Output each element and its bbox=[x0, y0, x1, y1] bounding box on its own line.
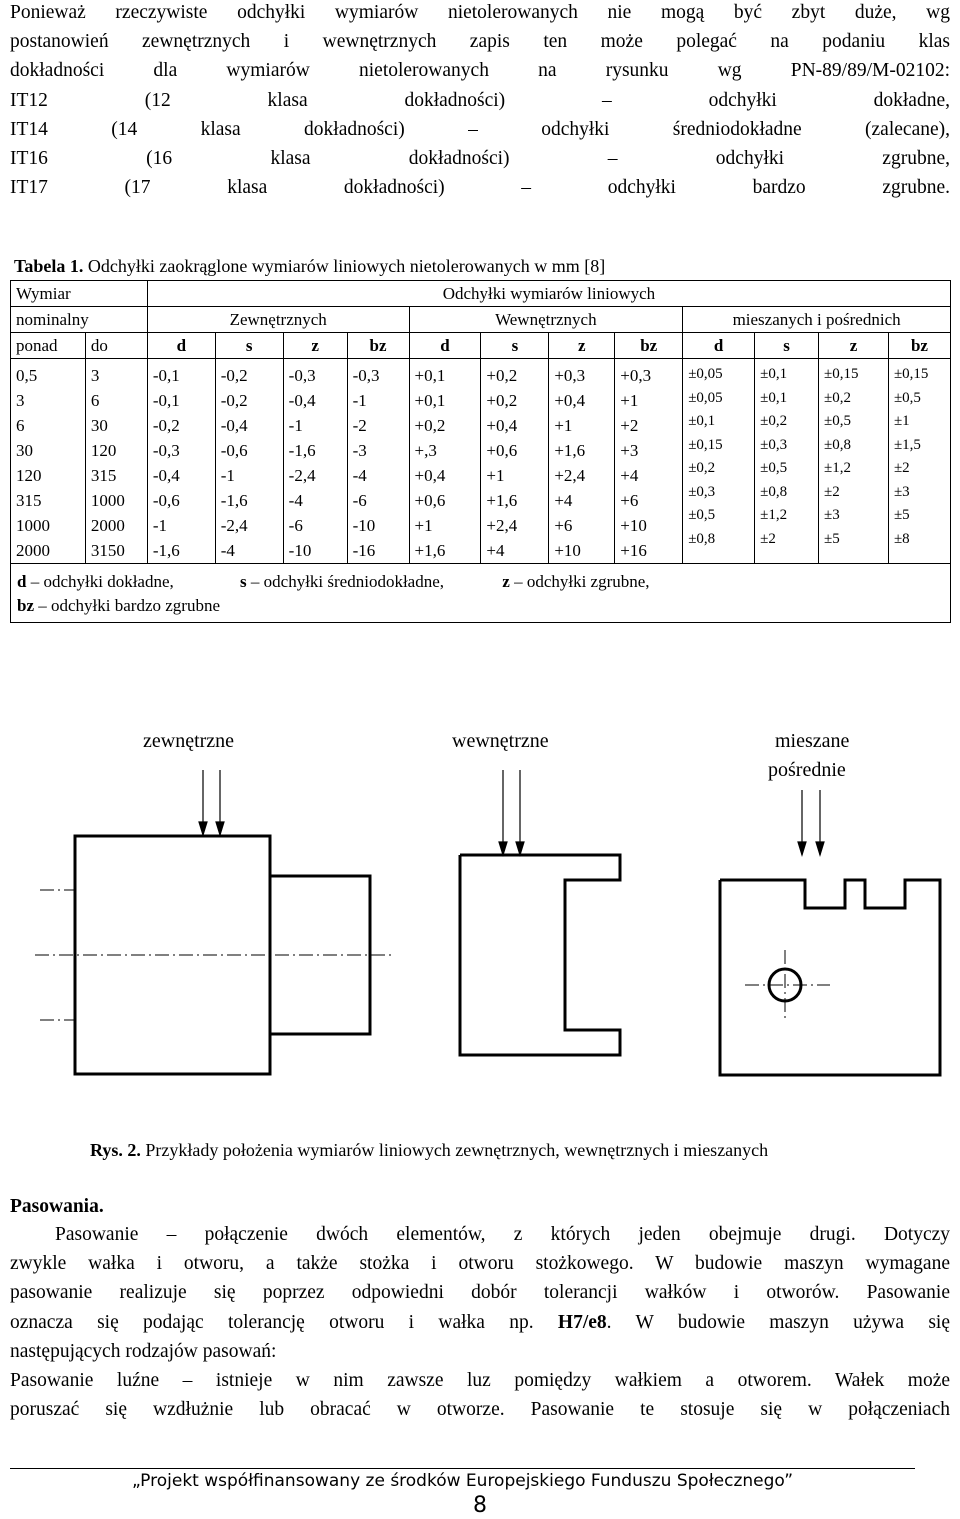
table-cell: -6 bbox=[288, 516, 303, 535]
table-cell: +1 bbox=[414, 516, 433, 535]
table-cell: +10 bbox=[554, 541, 581, 560]
table-cell: +0,2 bbox=[486, 391, 518, 410]
paragraph-line: pasowanie realizuje się poprzez odpowiedni dobór tolerancji wałków i otworów. Pasowanie bbox=[10, 1282, 950, 1304]
section-paragraph bbox=[10, 1220, 950, 1424]
col-header: d bbox=[409, 333, 481, 359]
figure-label-internal: wewnętrzne bbox=[452, 730, 549, 752]
table-cell: 3150 bbox=[90, 541, 125, 560]
table-cell: 315 bbox=[16, 491, 42, 510]
table-cell: ±0,8 bbox=[688, 530, 716, 547]
table-cell: ±1 bbox=[893, 413, 910, 429]
figure-label-mixed: mieszane bbox=[775, 730, 850, 752]
table-cell: -3 bbox=[352, 441, 367, 460]
table-cell: +1 bbox=[486, 466, 505, 485]
legend-key: bz bbox=[17, 596, 34, 615]
table-cell: +0,3 bbox=[620, 366, 652, 385]
table-cell: ±2 bbox=[893, 460, 910, 476]
figure-label-external: zewnętrzne bbox=[143, 730, 235, 752]
table-cell: 6 bbox=[16, 416, 25, 435]
table-cell: +2,4 bbox=[486, 516, 518, 535]
intro-line: Ponieważ rzeczywiste odchyłki wymiarów nietolerowanych nie mogą być zbyt duże, wg bbox=[10, 2, 950, 23]
table-header-row bbox=[11, 281, 951, 307]
table-cell: -6 bbox=[352, 491, 367, 510]
col-header: d bbox=[683, 333, 755, 359]
table-cell: ±0,05 bbox=[688, 366, 723, 382]
table-cell: ±0,8 bbox=[824, 436, 852, 453]
table-cell: +6 bbox=[554, 516, 573, 535]
table-cell: 2000 bbox=[16, 541, 50, 560]
column-external bbox=[147, 359, 215, 564]
table-cell: -0,4 bbox=[288, 391, 316, 410]
paragraph-fragment: . W budowie maszyn używa się bbox=[606, 1311, 950, 1333]
table-cell: ±0,05 bbox=[688, 389, 723, 406]
table-cell: ±0,15 bbox=[824, 366, 859, 382]
table-cell: -4 bbox=[220, 541, 235, 560]
table-cell: -10 bbox=[288, 541, 312, 560]
col-header: d bbox=[147, 333, 215, 359]
col-header: bz bbox=[615, 333, 683, 359]
table-cell: +4 bbox=[620, 466, 639, 485]
column-mixed bbox=[888, 359, 950, 564]
table-cell: ±0,5 bbox=[893, 389, 921, 406]
table-cell: +0,4 bbox=[486, 416, 518, 435]
table-cell: -4 bbox=[288, 491, 303, 510]
column-do bbox=[85, 359, 147, 564]
table-body-row bbox=[11, 359, 951, 564]
table-cell: ±0,2 bbox=[688, 460, 716, 476]
table-cell: ±0,5 bbox=[824, 413, 852, 429]
table-cell: ±0,2 bbox=[824, 389, 852, 406]
figure-caption-label: Rys. 2. bbox=[90, 1140, 141, 1160]
col-header: z bbox=[819, 333, 889, 359]
col-header: s bbox=[215, 333, 283, 359]
legend-text: – odchyłki średniodokładne, bbox=[246, 572, 445, 591]
table-cell: +10 bbox=[620, 516, 647, 535]
table-cell: ±1,5 bbox=[893, 436, 921, 453]
column-ponad bbox=[11, 359, 86, 564]
table-cell: -0,2 bbox=[220, 391, 248, 410]
column-internal bbox=[549, 359, 615, 564]
table-cell: -0,2 bbox=[152, 416, 180, 435]
figure-caption-text: Przykłady położenia wymiarów liniowych zewnętrznych, wewnętrznych i mieszanych bbox=[140, 1140, 769, 1160]
table-cell: +0,4 bbox=[414, 466, 446, 485]
table-cell: ±0,1 bbox=[760, 366, 788, 382]
table-caption-text: Odchyłki zaokrąglone wymiarów liniowych nietolerowanych w mm [8] bbox=[83, 256, 606, 276]
table-cell: ±0,8 bbox=[760, 483, 788, 500]
table-cell: +6 bbox=[620, 491, 639, 510]
legend-key: s bbox=[240, 572, 247, 591]
intro-paragraph bbox=[10, 0, 950, 202]
comb-center-lines bbox=[745, 950, 830, 1020]
table-cell: ±0,3 bbox=[760, 436, 788, 453]
table-legend-row bbox=[11, 564, 951, 623]
table-cell: 1000 bbox=[90, 491, 125, 510]
table-cell: 120 bbox=[16, 466, 42, 485]
table-cell: ±0,5 bbox=[760, 460, 788, 476]
table-cell: +1,6 bbox=[554, 441, 586, 460]
u-shaped-part bbox=[460, 855, 620, 1055]
paragraph-line: poruszać się wzdłużnie lub obracać w otworze. Pasowanie te stosuje się w połączeniach bbox=[10, 1399, 950, 1421]
table-cell: ±8 bbox=[893, 530, 910, 547]
table-cell: ±0,15 bbox=[688, 436, 723, 453]
column-external bbox=[215, 359, 283, 564]
fit-example: H7/e8 bbox=[557, 1311, 607, 1333]
column-internal bbox=[615, 359, 683, 564]
table-cell: -0,6 bbox=[152, 491, 180, 510]
table-cell: ±1,2 bbox=[760, 507, 788, 523]
table-cell: 2000 bbox=[90, 516, 125, 535]
table-cell: +1,6 bbox=[414, 541, 446, 560]
table-cell: -0,6 bbox=[220, 441, 248, 460]
table-cell: ±5 bbox=[824, 530, 840, 547]
table-header-row bbox=[11, 333, 951, 359]
table-cell: 120 bbox=[90, 441, 117, 460]
header-mieszanych: mieszanych i pośrednich bbox=[683, 307, 951, 333]
table-cell: -1 bbox=[288, 416, 303, 435]
header-wymiar: Wymiar bbox=[11, 281, 148, 307]
table-cell: ±2 bbox=[824, 483, 840, 500]
column-mixed bbox=[755, 359, 819, 564]
table-cell: +16 bbox=[620, 541, 647, 560]
figure-label-intermediate: pośrednie bbox=[768, 759, 846, 781]
it-class-item: IT12 (12 klasa dokładności) – odchyłki dokładne, bbox=[10, 89, 950, 111]
comb-block bbox=[720, 880, 940, 1075]
table-cell: -1,6 bbox=[288, 441, 316, 460]
table-cell: 3 bbox=[90, 366, 100, 385]
column-internal bbox=[409, 359, 481, 564]
col-header: z bbox=[549, 333, 615, 359]
table-cell: 6 bbox=[90, 391, 100, 410]
table-cell: +1 bbox=[554, 416, 573, 435]
it-class-item: IT17 (17 klasa dokładności) – odchyłki bardzo zgrubne. bbox=[10, 177, 950, 199]
header-ponad: ponad bbox=[11, 333, 86, 359]
table-cell: 1000 bbox=[16, 516, 50, 535]
column-external bbox=[283, 359, 347, 564]
table-cell: -10 bbox=[352, 516, 376, 535]
mixed-dimension-arrows bbox=[798, 790, 824, 855]
table-header-row bbox=[11, 307, 951, 333]
table-cell: ±3 bbox=[824, 507, 840, 523]
table-cell: -0,3 bbox=[352, 366, 380, 385]
table-cell: -4 bbox=[352, 466, 367, 485]
paragraph-line: Pasowanie – połączenie dwóch elementów, z których jeden obejmuje drugi. Dotyczy bbox=[55, 1224, 950, 1245]
table-cell: ±0,2 bbox=[760, 413, 788, 429]
table-cell: ±3 bbox=[893, 483, 910, 500]
table-cell: 315 bbox=[90, 466, 117, 485]
internal-dimension-arrows bbox=[499, 770, 524, 855]
table-cell: -0,3 bbox=[288, 366, 316, 385]
table-cell: ±0,15 bbox=[893, 366, 929, 382]
col-header: bz bbox=[347, 333, 409, 359]
table-cell: 30 bbox=[90, 416, 108, 435]
table-cell: ±1,2 bbox=[824, 460, 852, 476]
intro-line: dokładności dla wymiarów nietolerowanych na rysunku wg PN-89/89/M-02102: bbox=[10, 60, 950, 82]
table-cell: -2,4 bbox=[220, 516, 248, 535]
table-cell: -0,2 bbox=[220, 366, 248, 385]
header-do: do bbox=[85, 333, 147, 359]
column-internal bbox=[481, 359, 549, 564]
legend-text: – odchyłki bardzo zgrubne bbox=[34, 596, 220, 615]
table-cell: +0,1 bbox=[414, 366, 446, 385]
table-legend bbox=[11, 564, 951, 623]
table-cell: +0,6 bbox=[414, 491, 446, 510]
table-cell: ±0,5 bbox=[688, 507, 716, 523]
table-cell: +3 bbox=[620, 441, 639, 460]
table-cell: -0,1 bbox=[152, 391, 180, 410]
table-caption bbox=[14, 256, 605, 277]
page-number: 8 bbox=[473, 1493, 487, 1518]
table-cell: +2 bbox=[620, 416, 639, 435]
table-cell: -1 bbox=[220, 466, 235, 485]
legend-text: – odchyłki dokładne, bbox=[26, 572, 174, 591]
col-header: s bbox=[481, 333, 549, 359]
table-cell: 3 bbox=[16, 391, 25, 410]
table-cell: -0,4 bbox=[152, 466, 180, 485]
paragraph-fragment: oznacza się podając tolerancję otworu i wałka np. bbox=[10, 1311, 558, 1333]
table-cell: -0,4 bbox=[220, 416, 248, 435]
intro-line: postanowień zewnętrznych i wewnętrznych zapis ten może polegać na podaniu klas bbox=[10, 31, 950, 53]
table-cell: -1,6 bbox=[152, 541, 180, 560]
table-cell: +2,4 bbox=[554, 466, 586, 485]
table-cell: ±0,1 bbox=[760, 389, 788, 406]
column-external bbox=[347, 359, 409, 564]
table-cell: -1 bbox=[352, 391, 367, 410]
table-cell: 30 bbox=[16, 441, 33, 460]
shaft-center-line bbox=[35, 890, 395, 1020]
table-cell: 0,5 bbox=[16, 366, 38, 385]
table-cell: +0,1 bbox=[414, 391, 446, 410]
column-mixed bbox=[683, 359, 755, 564]
col-header: z bbox=[283, 333, 347, 359]
table-cell: +0,2 bbox=[486, 366, 518, 385]
table-cell: ±2 bbox=[760, 530, 776, 547]
table-cell: -0,1 bbox=[152, 366, 180, 385]
project-footer: „Projekt współfinansowany ze środków Europejskiego Funduszu Społecznego” bbox=[10, 1468, 915, 1491]
paragraph-line: Pasowanie luźne – istnieje w nim zawsze luz pomiędzy wałkiem a otworem. Wałek może bbox=[10, 1370, 950, 1392]
legend-text: – odchyłki zgrubne, bbox=[509, 572, 650, 591]
table-cell: +1,6 bbox=[486, 491, 518, 510]
it-class-item: IT16 (16 klasa dokładności) – odchyłki zgrubne, bbox=[10, 148, 950, 170]
header-odchylki: Odchyłki wymiarów liniowych bbox=[147, 281, 950, 307]
table-cell: -2 bbox=[352, 416, 367, 435]
table-cell: ±0,3 bbox=[688, 483, 716, 500]
table-cell: +4 bbox=[486, 541, 505, 560]
table-cell: +0,4 bbox=[554, 391, 586, 410]
table-cell: ±0,1 bbox=[688, 413, 716, 429]
paragraph-line: następujących rodzajów pasowań: bbox=[10, 1340, 277, 1362]
table-cell: +0,3 bbox=[554, 366, 586, 385]
legend-key: d bbox=[17, 572, 27, 591]
table-cell: -2,4 bbox=[288, 466, 316, 485]
table-cell: -1,6 bbox=[220, 491, 248, 510]
tolerance-table bbox=[10, 280, 951, 623]
table-cell: -0,3 bbox=[152, 441, 180, 460]
col-header: s bbox=[755, 333, 819, 359]
header-wewnetrznych: Wewnętrznych bbox=[409, 307, 683, 333]
table-cell: ±5 bbox=[893, 507, 910, 523]
section-title: Pasowania. bbox=[10, 1196, 104, 1217]
header-zewnetrznych: Zewnętrznych bbox=[147, 307, 409, 333]
paragraph-line bbox=[10, 1308, 950, 1337]
paragraph-line: zwykle wałka i otworu, a także stożka i otworu stożkowego. W budowie maszyn wymagane bbox=[10, 1253, 950, 1275]
table-cell: -1 bbox=[152, 516, 168, 535]
column-mixed bbox=[819, 359, 889, 564]
col-header: bz bbox=[888, 333, 950, 359]
table-cell: +,3 bbox=[414, 441, 437, 460]
header-nominalny: nominalny bbox=[11, 307, 148, 333]
table-cell: +4 bbox=[554, 491, 573, 510]
figure-caption bbox=[90, 1140, 768, 1161]
table-caption-label: Tabela 1. bbox=[14, 256, 84, 276]
dimension-examples-drawing bbox=[0, 700, 960, 1140]
legend-key: z bbox=[502, 572, 510, 591]
table-cell: -16 bbox=[352, 541, 376, 560]
table-cell: +0,6 bbox=[486, 441, 518, 460]
table-cell: +0,2 bbox=[414, 416, 446, 435]
external-dimension-arrows bbox=[199, 770, 224, 835]
it-class-item: IT14 (14 klasa dokładności) – odchyłki średniodokładne (zalecane), bbox=[10, 118, 950, 140]
table-cell: +1 bbox=[620, 391, 639, 410]
